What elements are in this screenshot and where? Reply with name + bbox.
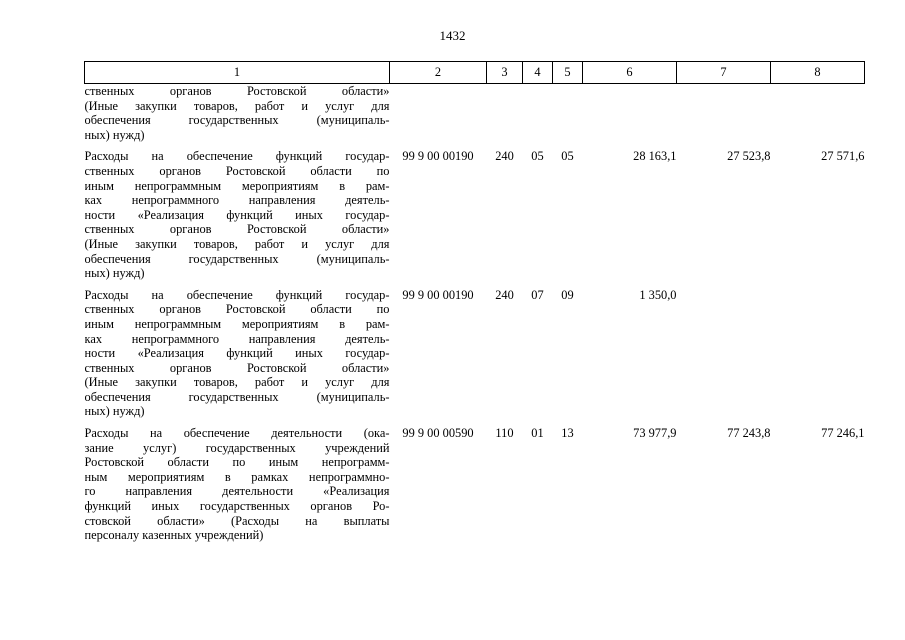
amount-year-1: 73 977,9 [633, 426, 677, 441]
budget-code: 99 9 00 00190 [402, 287, 474, 302]
description-line: зание услуг) государственных учреждений [84, 440, 390, 455]
table-row [85, 84, 865, 143]
page-number: 1432 [439, 28, 466, 43]
amount-year-2 [677, 281, 771, 419]
description-line: Расходы на обеспечение функций государ- [84, 149, 390, 164]
description-line: (Иные закупки товаров, работ и услуг для [84, 375, 390, 390]
row-description [85, 419, 390, 543]
description-line: иным непрограммным мероприятиям в рам- [84, 316, 390, 331]
description-line: ках непрограммного направления деятель- [84, 331, 390, 346]
expense-type [487, 84, 523, 143]
table-row [85, 281, 865, 419]
description-line: ности «Реализация функций иных государ- [84, 207, 390, 222]
budget-code: 99 9 00 00590 [402, 426, 474, 441]
amount-year-2: 27 523,8 [727, 149, 771, 164]
header-col-6: 6 [583, 62, 677, 84]
section: 07 [531, 287, 544, 302]
header-col-1: 1 [85, 62, 390, 84]
table-row [85, 142, 865, 280]
amount-year-1: 1 350,0 [639, 287, 677, 302]
subsection: 05 [561, 149, 574, 164]
subsection: 13 [561, 426, 574, 441]
description-line: Расходы на обеспечение функций государ- [84, 287, 390, 302]
header-row [85, 62, 865, 84]
description-line: иным непрограммным мероприятиям в рам- [84, 178, 390, 193]
amount-year-1 [583, 84, 677, 143]
description-line: ным мероприятиям в рамках непрограммно- [84, 469, 390, 484]
amount-year-3 [771, 84, 865, 143]
description-line: (Иные закупки товаров, работ и услуг для [84, 236, 390, 251]
expense-type: 240 [495, 149, 514, 164]
budget-code [390, 84, 487, 143]
description-line: ственных органов Ростовской области» [84, 360, 390, 375]
section: 01 [531, 426, 544, 441]
table-row [85, 419, 865, 543]
amount-year-2 [677, 84, 771, 143]
row-description [85, 84, 390, 143]
description-line: Расходы на обеспечение деятельности (ока- [84, 426, 390, 441]
description-line: ных) нужд) [84, 404, 145, 419]
row-description [85, 142, 390, 280]
header-col-8: 8 [771, 62, 865, 84]
description-line: обеспечения государственных (муниципаль- [84, 113, 390, 128]
header-col-2: 2 [390, 62, 487, 84]
description-line: ных) нужд) [84, 266, 145, 281]
description-line: го направления деятельности «Реализация [84, 484, 390, 499]
header-col-7: 7 [677, 62, 771, 84]
description-line: функций иных государственных органов Ро- [84, 499, 390, 514]
amount-year-1: 28 163,1 [633, 149, 677, 164]
description-line: стовской области» (Расходы на выплаты [84, 513, 390, 528]
header-col-5: 5 [553, 62, 583, 84]
description-line: ных) нужд) [84, 127, 145, 142]
amount-year-3: 27 571,6 [821, 149, 865, 164]
amount-year-3: 77 246,1 [821, 426, 865, 441]
amount-year-2: 77 243,8 [727, 426, 771, 441]
subsection [553, 84, 583, 143]
section: 05 [531, 149, 544, 164]
header-col-4: 4 [523, 62, 553, 84]
header-col-3: 3 [487, 62, 523, 84]
row-description [85, 281, 390, 419]
description-line: ности «Реализация функций иных государ- [84, 346, 390, 361]
description-line: ственных органов Ростовской области» [84, 84, 390, 98]
budget-table [84, 61, 865, 543]
budget-code: 99 9 00 00190 [402, 149, 474, 164]
subsection: 09 [561, 287, 574, 302]
description-line: (Иные закупки товаров, работ и услуг для [84, 98, 390, 113]
description-line: персоналу казенных учреждений) [84, 528, 264, 543]
description-line: обеспечения государственных (муниципаль- [84, 251, 390, 266]
description-line: ственных органов Ростовской области по [84, 302, 390, 317]
amount-year-3 [771, 281, 865, 419]
section [523, 84, 553, 143]
description-line: Ростовской области по иным непрограмм- [84, 455, 390, 470]
expense-type: 110 [495, 426, 514, 441]
description-line: ственных органов Ростовской области по [84, 163, 390, 178]
expense-type: 240 [495, 287, 514, 302]
description-line: ственных органов Ростовской области» [84, 222, 390, 237]
description-line: обеспечения государственных (муниципаль- [84, 389, 390, 404]
description-line: ках непрограммного направления деятель- [84, 193, 390, 208]
